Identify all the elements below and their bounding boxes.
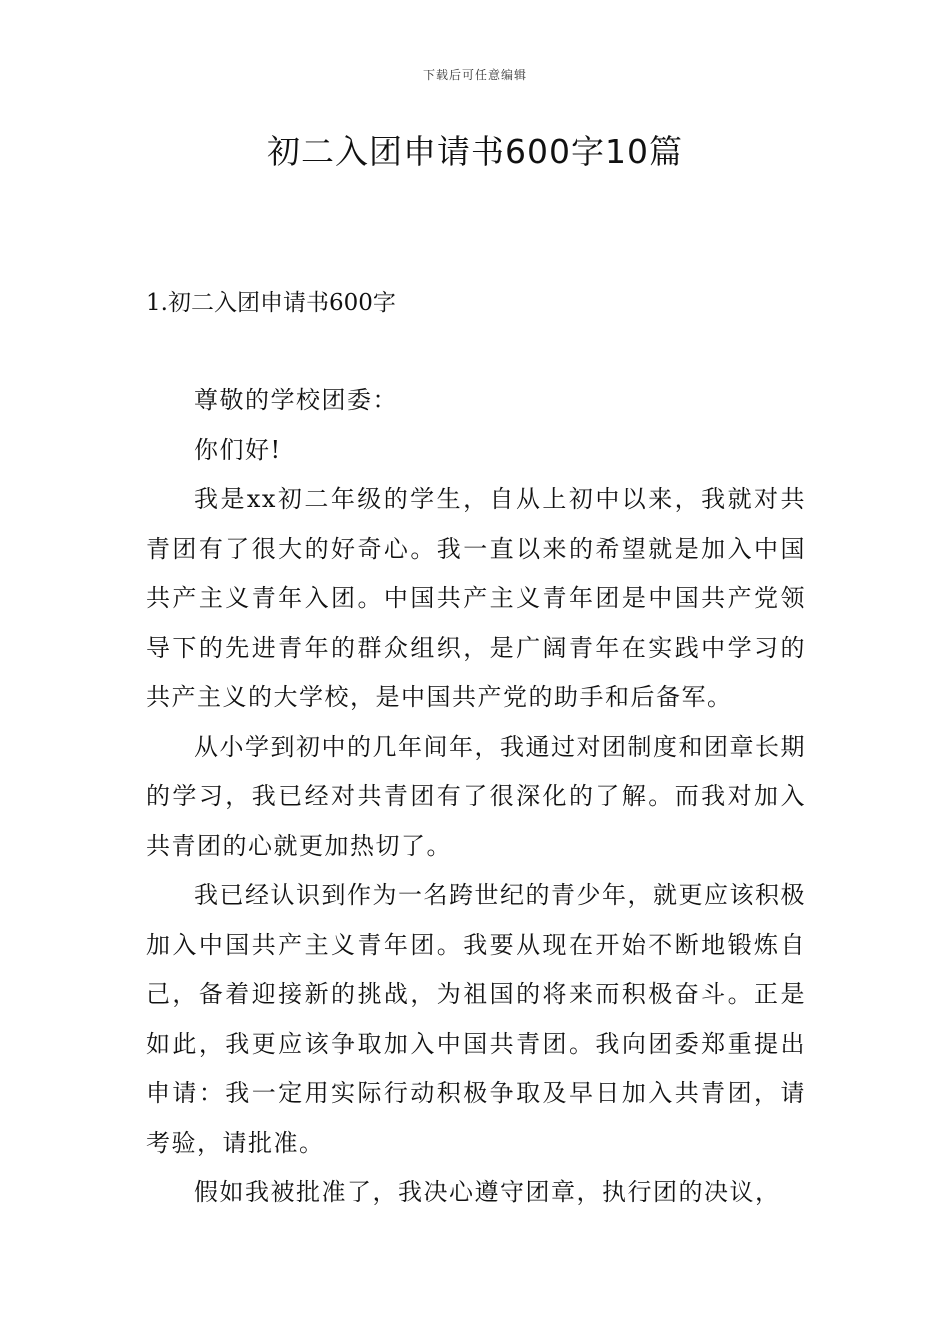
paragraph: 我是xx初二年级的学生，自从上初中以来，我就对共青团有了很大的好奇心。我一直以来的希望就是加入中国共产主义青年入团。中国共产主义青年团是中国共产党领导下的先进青年的群众组织，是广阔青年在实践中学习的共产主义的大学校，是中国共产党的助手和后备军。 — [146, 485, 806, 711]
header-note: 下载后可任意编辑 — [422, 68, 527, 82]
document-title: 初二入团申请书600字10篇 — [267, 132, 683, 171]
greeting: 你们好! — [194, 435, 282, 464]
letter-body — [146, 376, 806, 1218]
paragraph: 假如我被批准了，我决心遵守团章，执行团的决议， — [194, 1178, 781, 1206]
paragraph: 我已经认识到作为一名跨世纪的青少年，就更应该积极加入中国共产主义青年团。我要从现在开始不断地锻炼自己，备着迎接新的挑战，为祖国的将来而积极奋斗。正是如此，我更应该争取加入中国共青团。我向团委郑重提出申请：我一定用实际行动积极争取及早日加入共青团，请考验，请批准。 — [146, 881, 806, 1157]
paragraph: 从小学到初中的几年间年，我通过对团制度和团章长期的学习，我已经对共青团有了很深化的了解。而我对加入共青团的心就更加热切了。 — [146, 732, 806, 860]
section-heading: 1.初二入团申请书600字 — [146, 290, 396, 316]
salutation: 尊敬的学校团委： — [194, 386, 398, 414]
